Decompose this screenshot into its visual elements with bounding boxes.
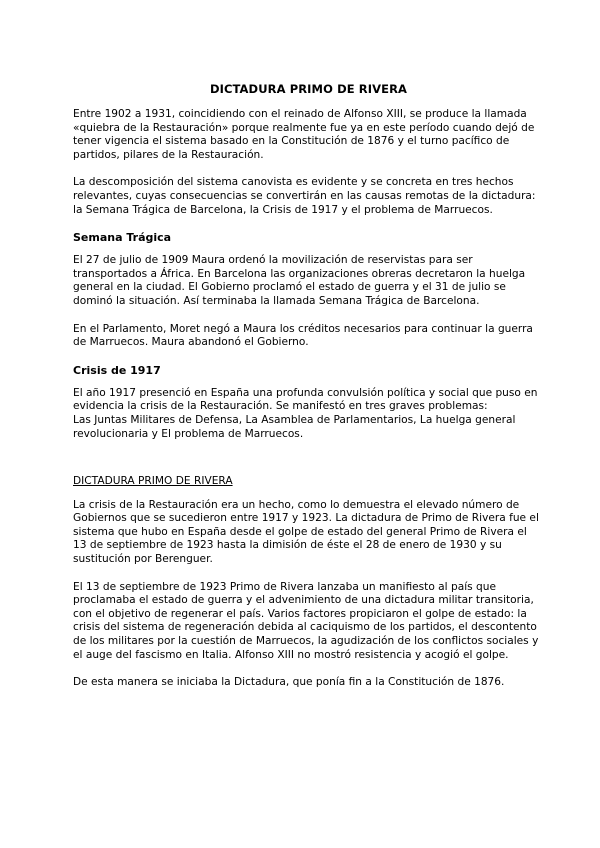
crisis-1917-text: El año 1917 presenció en España una profunda convulsión política y social que puso en evidencia la crisis de la Restauración. Se manifestó en tres graves problemas: xyxy=(73,386,538,413)
intro-paragraph-2: La descomposición del sistema canovista es evidente y se concreta en tres hechos relevantes, cuyas consecuencias se convertirán en las causas remotas de la dictadura: la Semana Trágica de Barcelona, la Crisis de 1917 y el problema de Marruecos. xyxy=(73,176,536,216)
crisis-1917-paragraph xyxy=(73,387,540,441)
crisis-1917-problems-list: Las Juntas Militares de Defensa, La Asamblea de Parlamentarios, La huelga general revolucionaria y El problema de Marruecos. xyxy=(73,413,516,440)
dictadura-paragraph-1: La crisis de la Restauración era un hecho, como lo demuestra el elevado número de Gobiernos que se sucedieron entre 1917 y 1923. La dictadura de Primo de Rivera fue el sistema que hubo en España desde el golpe de estado del general Primo de Rivera el 13 de septiembre de 1923 hasta la dimisión de éste el 28 de enero de 1930 y su sustitución por Berenguer. xyxy=(73,498,539,566)
dictadura-paragraph-2: El 13 de septiembre de 1923 Primo de Rivera lanzaba un manifiesto al país que proclamaba el estado de guerra y el advenimiento de una dictadura militar transitoria, con el objetivo de regenerar el país. Varios factores propiciaron el golpe de estado: la crisis del sistema de regeneración debida al caciquismo de los partidos, el descontento de los militares por la cuestión de Marruecos, la agudización de los conflictos sociales y el auge del fascismo en Italia. Alfonso XIII no mostró resistencia y acogió el golpe. xyxy=(73,580,539,661)
dictadura-paragraph-3: De esta manera se iniciaba la Dictadura, que ponía fin a la Constitución de 1876. xyxy=(73,676,505,689)
intro-paragraph-1: Entre 1902 a 1931, coincidiendo con el reinado de Alfonso XIII, se produce la llamada «quiebra de la Restauración» porque realmente fue ya en este período cuando dejó de tener vigencia el sistema basado en la Constitución de 1876 y el turno pacífico de partidos, pilares de la Restauración. xyxy=(73,108,535,161)
crisis-1917-heading: Crisis de 1917 xyxy=(73,363,161,377)
semana-tragica-paragraph-2: En el Parlamento, Moret negó a Maura los créditos necesarios para continuar la guerra de Marruecos. Maura abandonó el Gobierno. xyxy=(73,322,533,349)
document-title: DICTADURA PRIMO DE RIVERA xyxy=(209,82,408,96)
semana-tragica-paragraph-1: El 27 de julio de 1909 Maura ordenó la movilización de reservistas para ser transportados a África. En Barcelona las organizaciones obreras decretaron la huelga general en la ciudad. El Gobierno proclamó el estado de guerra y el 31 de julio se dominó la situación. Así terminaba la llamada Semana Trágica de Barcelona. xyxy=(73,254,526,307)
section-spacer xyxy=(73,455,540,475)
dictadura-heading: DICTADURA PRIMO DE RIVERA xyxy=(73,475,233,488)
semana-tragica-heading: Semana Trágica xyxy=(73,231,172,245)
